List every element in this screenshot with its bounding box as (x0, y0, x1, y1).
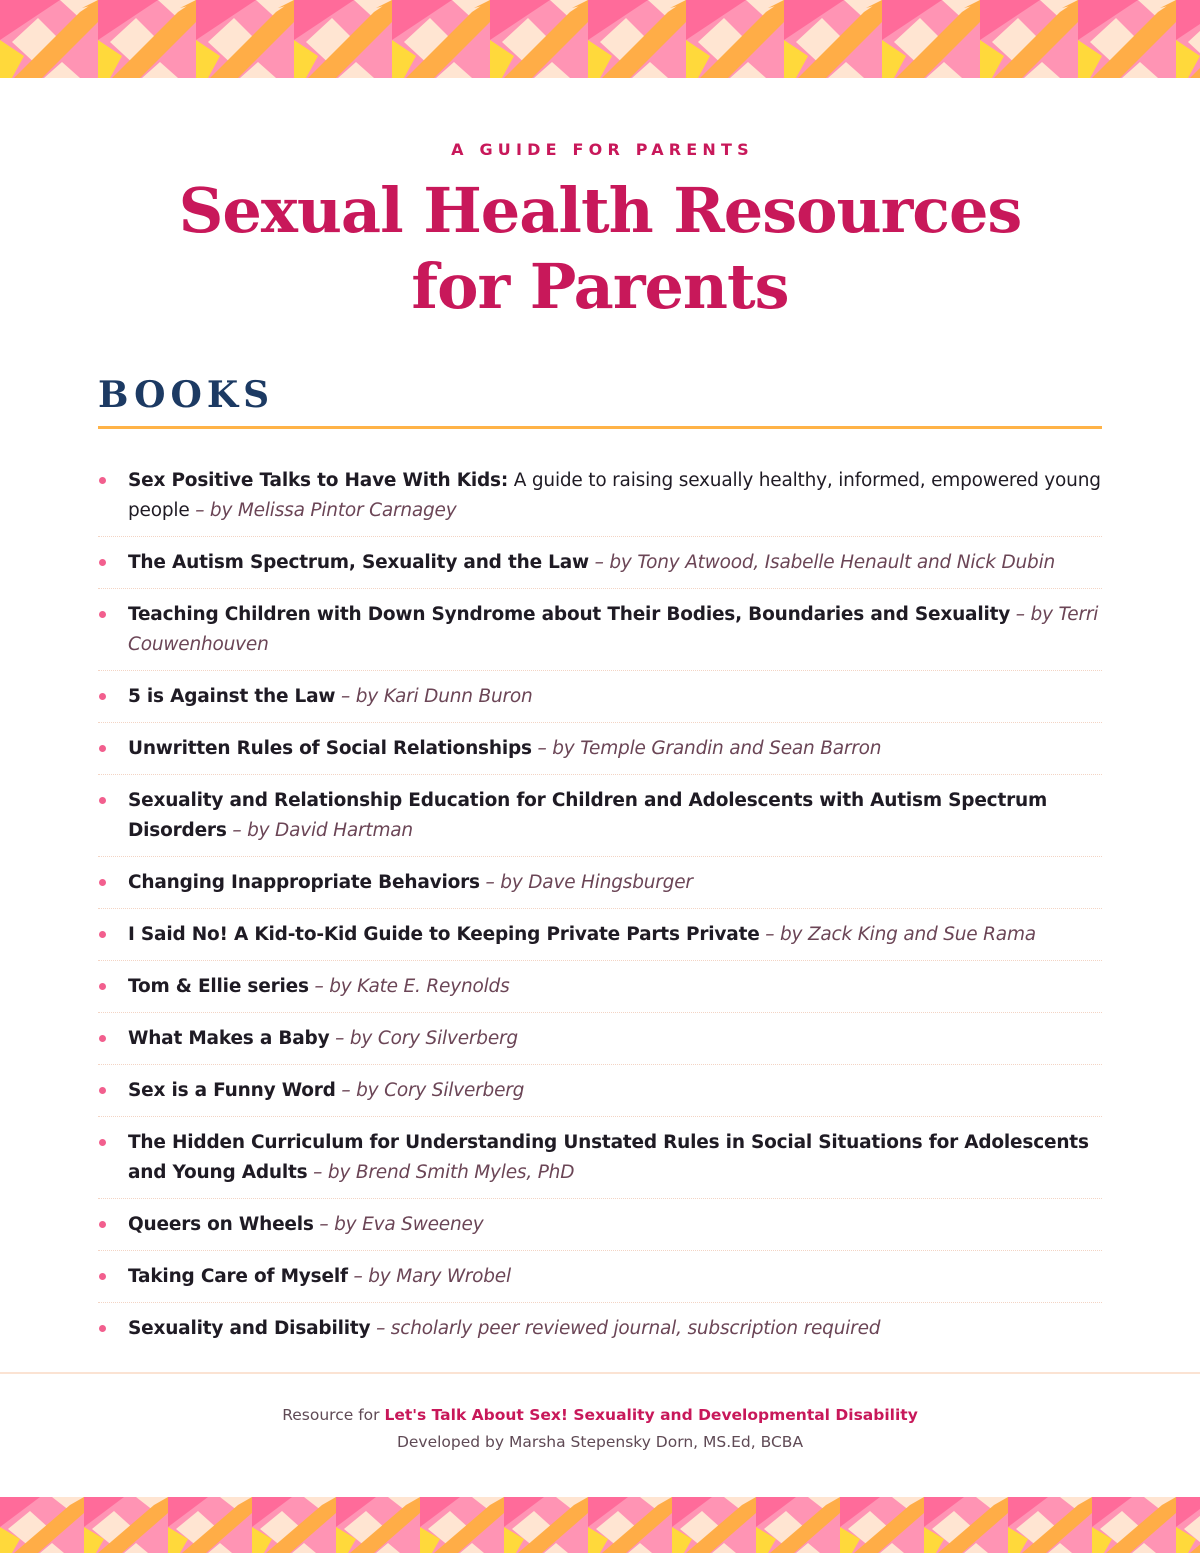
book-author: – by Eva Sweeney (313, 1214, 484, 1235)
page-footer (0, 1402, 1200, 1456)
bullet-icon (99, 693, 106, 700)
book-title: What Makes a Baby (128, 1028, 330, 1049)
book-title: Sex Positive Talks to Have With Kids: (128, 470, 509, 491)
books-section (98, 372, 1102, 1354)
geometric-pattern-decoration (0, 1497, 1200, 1553)
book-author: – by Brend Smith Myles, PhD (307, 1162, 575, 1183)
book-list-item (98, 909, 1102, 961)
book-list-item (98, 671, 1102, 723)
book-title: Queers on Wheels (128, 1214, 314, 1235)
bullet-icon (99, 745, 106, 752)
book-title: The Autism Spectrum, Sexuality and the Law (128, 552, 589, 573)
bullet-icon (99, 1221, 106, 1228)
bullet-icon (99, 1273, 106, 1280)
book-list-item (98, 1065, 1102, 1117)
top-pattern-band (0, 0, 1200, 78)
bullet-icon (99, 983, 106, 990)
page-title: Sexual Health Resources for Parents (178, 174, 1022, 323)
footer-credit-line: Developed by Marsha Stepensky Dorn, MS.Ed, BCBA (396, 1433, 804, 1451)
section-heading-books: BOOKS (98, 372, 1102, 429)
book-author: – by Zack King and Sue Rama (759, 924, 1036, 945)
footer-resource-line (0, 1402, 1200, 1429)
book-title: Changing Inappropriate Behaviors (128, 872, 480, 893)
book-author: – by Temple Grandin and Sean Barron (531, 738, 882, 759)
book-title: Sex is a Funny Word (128, 1080, 336, 1101)
bullet-icon (99, 931, 106, 938)
book-description: A guide to raising sexually healthy, informed, empowered young people (128, 470, 1101, 521)
book-author: – by Dave Hingsburger (479, 872, 693, 893)
geometric-pattern-decoration (0, 0, 1200, 78)
bullet-icon (99, 611, 106, 618)
bullet-icon (99, 1325, 106, 1332)
book-author: – scholarly peer reviewed journal, subscription required (370, 1318, 881, 1339)
bullet-icon (99, 1035, 106, 1042)
book-list-item (98, 775, 1102, 857)
book-list-item (98, 723, 1102, 775)
bullet-icon (99, 879, 106, 886)
book-title: Tom & Ellie series (128, 976, 309, 997)
book-author: – by Cory Silverberg (335, 1080, 525, 1101)
book-title: Sexuality and Disability (128, 1318, 371, 1339)
book-list-item (98, 1199, 1102, 1251)
book-author: – by Kate E. Reynolds (308, 976, 510, 997)
book-list-item (98, 1303, 1102, 1354)
page-header (0, 140, 1200, 325)
book-title: Teaching Children with Down Syndrome about Their Bodies, Boundaries and Sexuality (128, 604, 1011, 625)
book-author: – by Melissa Pintor Carnagey (189, 500, 457, 521)
book-title: Taking Care of Myself (128, 1266, 348, 1287)
book-list-item (98, 455, 1102, 537)
bullet-icon (99, 1139, 106, 1146)
book-list-item (98, 1013, 1102, 1065)
book-title: Sexuality and Relationship Education for Children and Adolescents with Autism Spectrum Disorders (128, 790, 1048, 841)
eyebrow-label: A GUIDE FOR PARENTS (451, 140, 754, 159)
footer-resource-title: Let's Talk About Sex! Sexuality and Developmental Disability (384, 1406, 918, 1424)
book-title: Unwritten Rules of Social Relationships (128, 738, 532, 759)
book-list-item (98, 537, 1102, 589)
book-list (98, 455, 1102, 1354)
book-list-item (98, 857, 1102, 909)
bottom-pattern-band (0, 1497, 1200, 1553)
footer-divider (0, 1372, 1200, 1374)
book-list-item (98, 589, 1102, 671)
book-author: – by Cory Silverberg (329, 1028, 518, 1049)
book-author: – by Tony Atwood, Isabelle Henault and Nick Dubin (588, 552, 1056, 573)
book-title: 5 is Against the Law (128, 686, 336, 707)
footer-resource-prefix: Resource for (282, 1406, 385, 1424)
book-title: The Hidden Curriculum for Understanding Unstated Rules in Social Situations for Adolescents and Young Adults (128, 1132, 1089, 1183)
book-list-item (98, 1251, 1102, 1303)
book-author: – by Kari Dunn Buron (335, 686, 533, 707)
bullet-icon (99, 559, 106, 566)
book-author: – by Terri Couwenhouven (128, 604, 1099, 655)
book-title: I Said No! A Kid-to-Kid Guide to Keeping Private Parts Private (128, 924, 760, 945)
bullet-icon (99, 1087, 106, 1094)
book-list-item (98, 961, 1102, 1013)
book-author: – by David Hartman (226, 820, 413, 841)
book-author: – by Mary Wrobel (347, 1266, 511, 1287)
bullet-icon (99, 477, 106, 484)
book-list-item (98, 1117, 1102, 1199)
bullet-icon (99, 797, 106, 804)
